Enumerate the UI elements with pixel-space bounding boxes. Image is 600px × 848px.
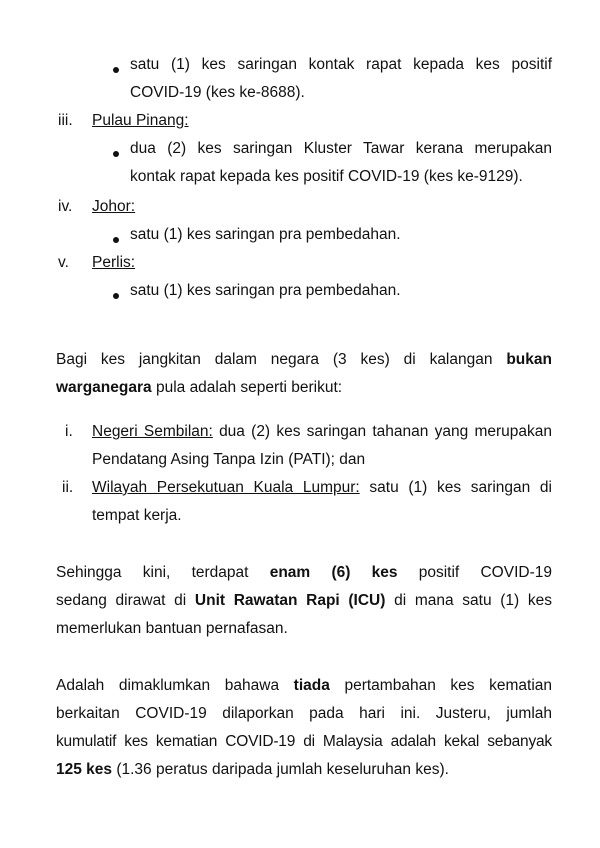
paragraph-text: Bagi kes jangkitan dalam negara (3 kes) di kalangan	[56, 351, 493, 368]
state-heading: Johor:	[92, 198, 136, 215]
list-item-text	[92, 478, 552, 498]
list-item-text: kontak rapat kepada kes positif COVID-19 (kes ke-9129).	[130, 168, 523, 185]
bullet-icon	[113, 293, 119, 299]
state-heading: Perlis:	[92, 254, 136, 271]
list-item-text: tempat kerja.	[92, 507, 182, 524]
bold-text: enam (6) kes	[269, 564, 398, 581]
list-item-text	[92, 422, 552, 442]
list-numeral: iii.	[58, 112, 73, 129]
list-item-text: COVID-19 (kes ke-8688).	[130, 84, 305, 101]
bullet-icon	[113, 237, 119, 243]
bullet-icon	[113, 151, 119, 157]
bold-text: 125 kes	[56, 761, 113, 778]
paragraph-text: (1.36 peratus daripada jumlah keseluruhan kes).	[116, 761, 449, 778]
list-numeral: iv.	[58, 198, 73, 215]
paragraph-text: di mana satu (1) kes	[394, 592, 552, 609]
paragraph-text: pula adalah seperti berikut:	[155, 379, 343, 396]
paragraph-text: pertambahan kes kematian	[344, 677, 553, 694]
list-item-text: dua (2) kes saringan Kluster Tawar kerana merupakan	[130, 140, 552, 157]
paragraph-line	[56, 676, 552, 696]
bold-text: warganegara	[56, 379, 152, 396]
bold-text: tiada	[293, 677, 330, 694]
paragraph-line	[56, 350, 552, 370]
list-item-text: satu (1) kes saringan pra pembedahan.	[130, 282, 401, 299]
bullet-icon	[113, 67, 119, 73]
paragraph-line	[56, 378, 342, 398]
state-heading: Wilayah Persekutuan Kuala Lumpur:	[92, 479, 360, 496]
paragraph-text: positif COVID-19	[418, 564, 552, 581]
state-heading: Negeri Sembilan:	[92, 423, 213, 440]
paragraph-line	[56, 563, 552, 583]
list-item-text-part: dua (2) kes saringan tahanan yang merupakan	[219, 423, 552, 440]
paragraph-line: kumulatif kes kematian COVID-19 di Malaysia adalah kekal sebanyak	[56, 733, 552, 750]
list-item-text-part: satu (1) kes saringan di	[369, 479, 552, 496]
paragraph-text: Adalah dimaklumkan bahawa	[56, 677, 280, 694]
paragraph-text: Sehingga kini, terdapat	[56, 564, 249, 581]
paragraph-text: sedang dirawat di	[56, 592, 187, 609]
paragraph-line	[56, 591, 552, 611]
state-heading: Pulau Pinang:	[92, 112, 189, 129]
list-item-text: satu (1) kes saringan kontak rapat kepada kes positif	[130, 56, 552, 73]
list-numeral: v.	[58, 254, 69, 271]
paragraph-line: memerlukan bantuan pernafasan.	[56, 620, 288, 637]
list-item-text: satu (1) kes saringan pra pembedahan.	[130, 226, 401, 243]
list-numeral: ii.	[62, 479, 74, 496]
list-numeral: i.	[65, 423, 73, 440]
paragraph-line: berkaitan COVID-19 dilaporkan pada hari ini. Justeru, jumlah	[56, 705, 552, 722]
paragraph-line	[56, 760, 449, 780]
bold-text: Unit Rawatan Rapi (ICU)	[194, 592, 386, 609]
list-item-text: Pendatang Asing Tanpa Izin (PATI); dan	[92, 451, 366, 468]
bold-text: bukan	[506, 351, 552, 368]
